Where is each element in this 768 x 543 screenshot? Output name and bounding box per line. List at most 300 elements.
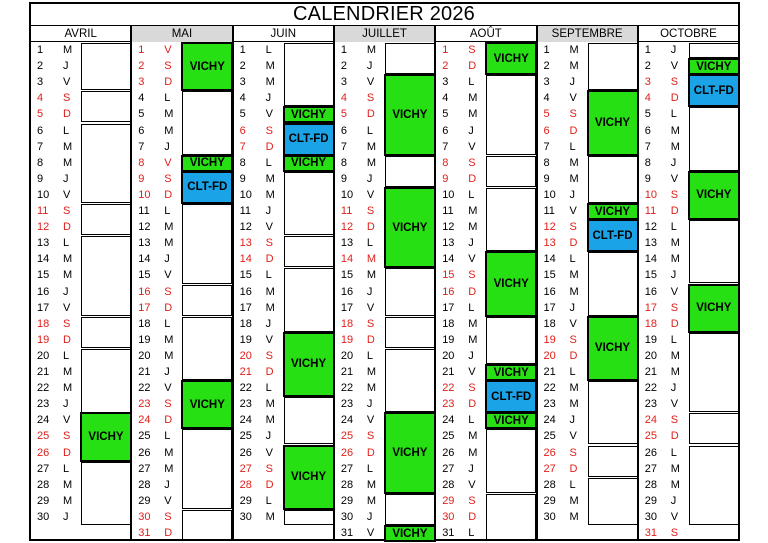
day-number: 19	[442, 333, 455, 346]
day-number: 27	[644, 462, 658, 475]
event-vichy: VICHY	[587, 203, 639, 220]
day-letter: V	[670, 60, 679, 73]
day-number: 26	[442, 446, 455, 459]
month-header: AOÛT	[469, 28, 502, 40]
day-letter: M	[63, 140, 73, 153]
day-number: 8	[644, 156, 651, 169]
day-number: 29	[239, 494, 252, 507]
day-letter: V	[670, 398, 679, 411]
day-letter: J	[468, 462, 474, 475]
empty-week-box	[284, 172, 334, 235]
day-letter: D	[164, 188, 173, 201]
day-letter: D	[265, 253, 274, 266]
empty-week-box	[689, 333, 739, 413]
day-letter: M	[569, 60, 579, 73]
day-letter: S	[164, 60, 172, 73]
day-number: 10	[644, 188, 658, 201]
day-number: 17	[340, 301, 354, 314]
day-number: 20	[644, 349, 658, 362]
day-letter: L	[670, 108, 677, 121]
day-letter: D	[670, 430, 679, 443]
day-letter: M	[63, 269, 73, 282]
day-number: 3	[644, 76, 651, 89]
day-letter: S	[569, 446, 577, 459]
day-letter: L	[670, 446, 677, 459]
day-letter: S	[366, 92, 375, 105]
day-letter: M	[63, 382, 73, 395]
day-letter: L	[670, 333, 677, 346]
day-number: 5	[239, 108, 246, 121]
day-number: 25	[543, 430, 556, 443]
day-letter: V	[670, 172, 679, 185]
day-letter: M	[670, 124, 680, 137]
day-number: 1	[442, 44, 449, 56]
event-vichy: VICHY	[283, 106, 335, 123]
day-letter: D	[265, 366, 274, 378]
day-number: 21	[340, 366, 354, 378]
day-number: 11	[340, 205, 353, 217]
day-letter: L	[265, 156, 272, 169]
day-letter: M	[164, 108, 174, 121]
day-number: 7	[239, 140, 246, 153]
day-letter: M	[265, 414, 275, 427]
day-number: 4	[442, 92, 449, 105]
event-vichy: VICHY	[283, 445, 335, 510]
day-letter: M	[164, 446, 174, 459]
empty-week-box	[385, 317, 435, 348]
day-number: 26	[239, 446, 252, 459]
day-letter: D	[569, 124, 578, 137]
day-letter: M	[265, 510, 275, 523]
day-letter: M	[468, 446, 478, 459]
day-letter: L	[164, 430, 171, 443]
empty-week-box	[486, 156, 536, 187]
day-letter: V	[468, 253, 476, 266]
day-letter: V	[468, 366, 476, 378]
empty-week-box	[182, 317, 232, 380]
day-number: 6	[239, 124, 246, 137]
empty-week-box	[385, 268, 435, 315]
empty-week-box	[486, 188, 536, 251]
day-number: 19	[543, 333, 556, 346]
day-letter: D	[366, 333, 375, 346]
day-number: 12	[543, 221, 556, 234]
day-number: 11	[644, 205, 657, 217]
day-number: 29	[543, 494, 556, 507]
day-letter: M	[366, 253, 377, 266]
day-letter: D	[265, 140, 274, 153]
day-number: 16	[37, 285, 50, 298]
day-number: 2	[340, 60, 348, 73]
day-number: 21	[442, 366, 455, 378]
day-number: 28	[644, 478, 658, 491]
day-number: 1	[138, 44, 145, 56]
day-letter: L	[468, 414, 475, 427]
day-number: 11	[239, 205, 252, 217]
day-letter: M	[366, 269, 377, 282]
day-letter: L	[468, 301, 475, 314]
day-letter: M	[164, 237, 174, 250]
day-number: 12	[239, 221, 252, 234]
day-letter: M	[569, 269, 579, 282]
day-number: 8	[442, 156, 449, 169]
day-letter: S	[265, 237, 273, 250]
day-letter: M	[63, 156, 73, 169]
day-number: 21	[644, 366, 658, 378]
day-letter: M	[366, 156, 377, 169]
day-letter: M	[670, 237, 680, 250]
day-letter: L	[63, 349, 70, 362]
day-number: 11	[442, 205, 454, 217]
day-number: 14	[340, 253, 354, 266]
day-letter: S	[468, 44, 476, 56]
day-letter: S	[569, 221, 577, 234]
day-number: 14	[37, 253, 50, 266]
day-number: 19	[644, 333, 658, 346]
day-number: 9	[239, 172, 246, 185]
day-number: 9	[138, 172, 145, 185]
empty-week-box	[81, 124, 131, 204]
day-letter: M	[366, 366, 377, 378]
day-letter: J	[670, 494, 677, 507]
empty-week-box	[588, 252, 638, 315]
month-separator	[637, 26, 639, 541]
day-number: 2	[239, 60, 246, 73]
day-number: 18	[239, 317, 252, 330]
day-letter: M	[468, 221, 478, 234]
day-letter: L	[164, 205, 171, 217]
day-number: 20	[138, 349, 151, 362]
empty-week-box	[385, 156, 435, 187]
day-number: 14	[138, 253, 151, 266]
day-letter: V	[164, 44, 172, 56]
day-number: 30	[138, 510, 151, 523]
month-header: MAI	[131, 26, 232, 42]
day-number: 1	[644, 44, 651, 56]
day-number: 28	[138, 478, 151, 491]
day-number: 16	[340, 285, 354, 298]
day-number: 23	[340, 398, 354, 411]
day-number: 3	[442, 76, 449, 89]
day-letter: M	[164, 221, 174, 234]
day-number: 14	[239, 253, 252, 266]
day-letter: D	[468, 398, 477, 411]
empty-week-box	[385, 494, 435, 525]
event-clt-fd: CLT-FD	[688, 74, 740, 107]
day-number: 27	[239, 462, 252, 475]
day-letter: L	[569, 140, 576, 153]
empty-week-box	[284, 236, 334, 267]
day-letter: M	[366, 478, 377, 491]
day-number: 14	[442, 253, 455, 266]
day-letter: V	[265, 108, 273, 121]
day-number: 17	[543, 301, 556, 314]
day-letter: V	[569, 430, 577, 443]
day-number: 2	[138, 60, 145, 73]
day-letter: V	[164, 382, 172, 395]
day-number: 29	[644, 494, 658, 507]
event-vichy: VICHY	[384, 187, 436, 269]
day-letter: M	[670, 462, 680, 475]
day-number: 8	[340, 156, 348, 169]
day-number: 1	[543, 44, 550, 56]
empty-week-box	[81, 236, 131, 316]
day-number: 27	[37, 462, 50, 475]
day-number: 9	[442, 172, 449, 185]
event-vichy: VICHY	[688, 171, 740, 220]
day-number: 2	[442, 60, 449, 73]
day-letter: V	[670, 510, 679, 523]
day-number: 3	[543, 76, 550, 89]
day-number: 15	[340, 269, 354, 282]
day-number: 26	[543, 446, 556, 459]
day-letter: S	[63, 430, 71, 443]
day-letter: M	[468, 205, 478, 217]
event-vichy: VICHY	[587, 90, 639, 155]
day-number: 9	[543, 172, 550, 185]
day-letter: D	[63, 446, 71, 459]
day-letter: J	[366, 398, 373, 411]
day-number: 13	[644, 237, 658, 250]
day-letter: V	[569, 205, 577, 217]
day-number: 22	[37, 382, 50, 395]
day-number: 13	[138, 237, 151, 250]
day-letter: J	[366, 510, 373, 523]
day-number: 4	[340, 92, 348, 105]
day-letter: L	[366, 237, 374, 250]
day-number: 18	[644, 317, 658, 330]
day-letter: L	[265, 382, 272, 395]
day-number: 27	[138, 462, 151, 475]
event-clt-fd: CLT-FD	[485, 380, 537, 413]
month-separator	[434, 26, 436, 541]
day-letter: S	[164, 285, 172, 298]
day-letter: M	[265, 285, 275, 298]
day-number: 20	[37, 349, 50, 362]
day-number: 25	[37, 430, 50, 443]
day-number: 24	[340, 414, 354, 427]
empty-week-box	[182, 429, 232, 509]
day-number: 21	[239, 366, 252, 378]
day-number: 19	[138, 333, 151, 346]
day-letter: L	[569, 366, 576, 378]
day-number: 25	[138, 430, 151, 443]
empty-week-box	[588, 478, 638, 525]
empty-week-box	[486, 494, 536, 541]
day-letter: V	[468, 478, 476, 491]
day-letter: L	[670, 221, 677, 234]
day-number: 2	[37, 60, 44, 73]
day-letter: M	[164, 124, 174, 137]
empty-week-box	[486, 317, 536, 364]
month-separator	[232, 26, 234, 541]
day-number: 15	[543, 269, 556, 282]
day-number: 27	[340, 462, 354, 475]
day-number: 22	[340, 382, 354, 395]
day-letter: M	[569, 510, 579, 523]
day-letter: S	[63, 317, 71, 330]
day-letter: J	[265, 205, 272, 217]
day-letter: M	[569, 398, 579, 411]
event-vichy: VICHY	[181, 155, 233, 172]
day-letter: D	[670, 92, 679, 105]
day-letter: D	[164, 527, 173, 539]
day-number: 4	[37, 92, 44, 105]
day-letter: J	[63, 60, 69, 73]
day-number: 1	[340, 44, 348, 56]
day-number: 5	[644, 108, 651, 121]
day-number: 11	[543, 205, 555, 217]
day-letter: J	[670, 269, 677, 282]
day-letter: S	[164, 510, 172, 523]
day-letter: J	[366, 172, 373, 185]
day-letter: V	[265, 333, 273, 346]
day-letter: V	[164, 156, 172, 169]
day-letter: J	[366, 60, 373, 73]
day-number: 7	[340, 140, 348, 153]
day-letter: S	[468, 382, 476, 395]
day-number: 29	[37, 494, 50, 507]
day-letter: L	[63, 462, 70, 475]
day-letter: M	[366, 140, 377, 153]
month-header: AVRIL	[64, 28, 97, 40]
day-number: 26	[138, 446, 151, 459]
empty-week-box	[81, 462, 131, 525]
day-number: 4	[543, 92, 550, 105]
day-number: 12	[340, 221, 354, 234]
day-letter: D	[63, 221, 71, 234]
day-letter: M	[468, 317, 478, 330]
day-letter: D	[569, 462, 578, 475]
day-letter: S	[670, 188, 679, 201]
event-vichy: VICHY	[384, 412, 436, 494]
day-letter: J	[164, 140, 170, 153]
day-number: 22	[543, 382, 556, 395]
day-letter: M	[265, 60, 275, 73]
month-separator	[333, 26, 335, 541]
day-number: 14	[644, 253, 658, 266]
day-number: 6	[138, 124, 145, 137]
day-number: 21	[138, 366, 151, 378]
day-number: 20	[442, 349, 455, 362]
day-letter: S	[366, 317, 375, 330]
day-number: 19	[37, 333, 50, 346]
day-letter: D	[569, 349, 578, 362]
empty-week-box	[81, 317, 131, 348]
day-letter: V	[265, 446, 273, 459]
month-header: OCTOBRE	[660, 28, 717, 40]
day-letter: S	[569, 108, 577, 121]
day-number: 16	[239, 285, 252, 298]
day-number: 24	[543, 414, 556, 427]
day-number: 16	[543, 285, 556, 298]
day-letter: S	[468, 269, 476, 282]
day-letter: V	[670, 285, 679, 298]
day-number: 15	[442, 269, 455, 282]
day-number: 11	[37, 205, 49, 217]
day-letter: V	[164, 494, 172, 507]
day-number: 29	[138, 494, 151, 507]
day-number: 16	[644, 285, 658, 298]
day-number: 22	[239, 382, 252, 395]
day-number: 15	[37, 269, 50, 282]
day-letter: S	[265, 349, 273, 362]
empty-week-box	[689, 107, 739, 170]
day-letter: J	[63, 285, 69, 298]
day-letter: L	[468, 188, 475, 201]
day-number: 1	[37, 44, 44, 56]
day-letter: S	[63, 205, 71, 217]
day-letter: L	[366, 462, 374, 475]
calendar-title: CALENDRIER 2026	[293, 2, 475, 25]
day-letter: M	[468, 92, 478, 105]
empty-week-box	[588, 381, 638, 444]
day-letter: D	[164, 414, 173, 427]
month-header: JUIN	[270, 28, 297, 40]
day-number: 4	[138, 92, 145, 105]
day-number: 7	[644, 140, 651, 153]
day-number: 23	[138, 398, 151, 411]
day-number: 5	[138, 108, 145, 121]
day-letter: V	[569, 92, 577, 105]
day-letter: M	[468, 108, 478, 121]
day-number: 21	[37, 366, 50, 378]
day-letter: S	[164, 172, 172, 185]
day-number: 24	[442, 414, 455, 427]
empty-week-box	[284, 397, 334, 444]
day-number: 10	[543, 188, 556, 201]
day-letter: M	[468, 430, 478, 443]
day-number: 16	[138, 285, 151, 298]
day-letter: L	[265, 44, 272, 56]
day-letter: S	[164, 398, 172, 411]
day-number: 28	[442, 478, 455, 491]
event-vichy: VICHY	[384, 74, 436, 156]
day-number: 28	[37, 478, 50, 491]
day-letter: M	[164, 333, 174, 346]
day-number: 28	[543, 478, 556, 491]
day-letter: M	[670, 366, 680, 378]
day-number: 30	[442, 510, 455, 523]
day-letter: J	[164, 478, 170, 491]
day-number: 2	[644, 60, 651, 73]
day-letter: M	[468, 333, 478, 346]
day-letter: V	[164, 269, 172, 282]
day-number: 5	[340, 108, 348, 121]
empty-week-box	[689, 446, 739, 526]
day-letter: V	[63, 301, 71, 314]
day-number: 5	[37, 108, 44, 121]
day-number: 29	[442, 494, 455, 507]
empty-week-box	[689, 220, 739, 283]
day-number: 30	[37, 510, 50, 523]
event-clt-fd: CLT-FD	[181, 171, 233, 204]
event-vichy: VICHY	[587, 316, 639, 381]
day-letter: M	[670, 478, 680, 491]
day-letter: S	[569, 333, 577, 346]
day-number: 15	[644, 269, 658, 282]
day-letter: L	[468, 76, 475, 89]
day-number: 8	[37, 156, 44, 169]
day-number: 18	[340, 317, 354, 330]
day-number: 4	[644, 92, 651, 105]
day-number: 10	[37, 188, 50, 201]
day-number: 6	[37, 124, 44, 137]
day-number: 12	[644, 221, 658, 234]
day-letter: D	[468, 60, 477, 73]
day-number: 25	[340, 430, 354, 443]
day-number: 9	[644, 172, 651, 185]
